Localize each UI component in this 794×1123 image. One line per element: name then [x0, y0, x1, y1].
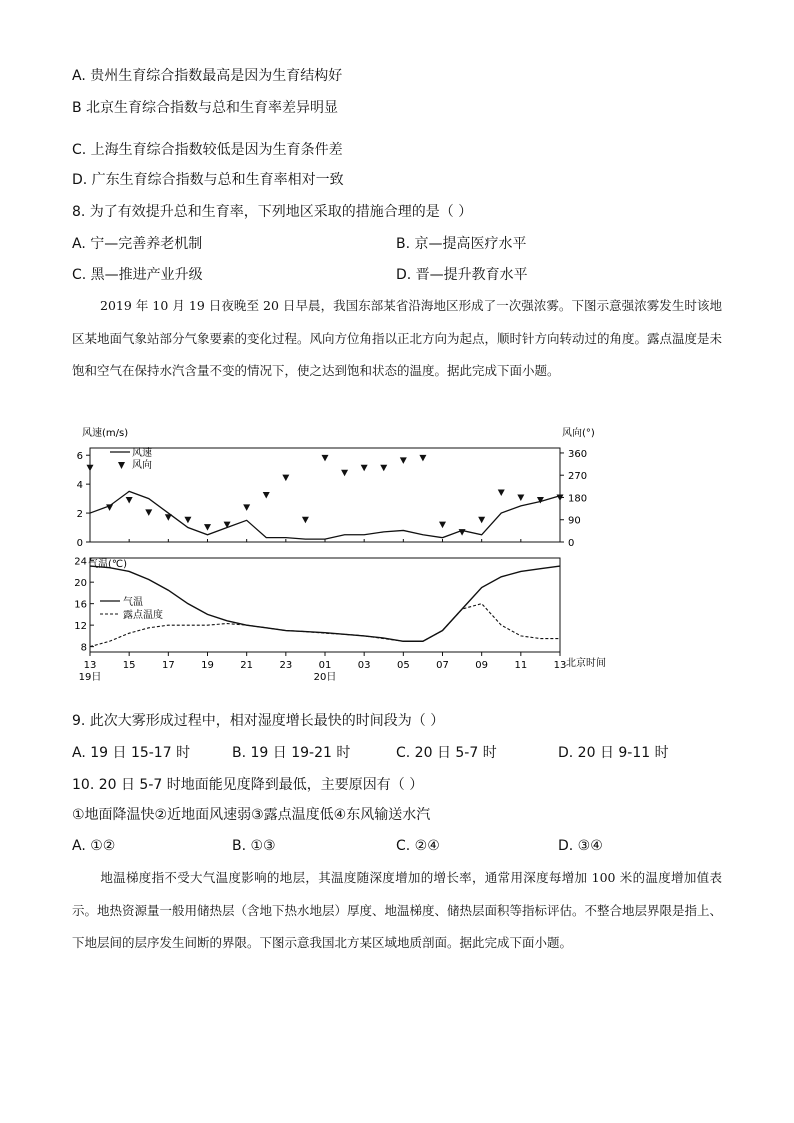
- x-tick-label: 01: [318, 660, 332, 671]
- x-tick-label: 23: [279, 660, 293, 671]
- legend-air-temp: 气温: [123, 597, 143, 608]
- wind-direction-point: [263, 492, 270, 499]
- top-right-tick-label: 270: [568, 471, 588, 483]
- x-tick-label: 11: [514, 660, 528, 671]
- top-panel-frame: [90, 448, 560, 542]
- top-right-axis-label: 风向(°): [562, 428, 595, 439]
- q7-option-d: D. 广东生育综合指数与总和生育率相对一致: [72, 172, 344, 188]
- x-tick-label: 07: [436, 660, 449, 671]
- wind-direction-point: [322, 455, 329, 462]
- x-tick-label: 15: [122, 660, 136, 671]
- legend-wind-direction-swatch: [118, 462, 125, 469]
- x-tick-label: 13: [553, 660, 567, 671]
- x-day-label: 20日: [313, 672, 337, 683]
- q8-option-a: A. 宁—完善养老机制: [72, 236, 203, 252]
- bottom-panel-frame: [90, 558, 560, 652]
- wind-direction-point: [243, 504, 250, 511]
- top-right-tick-label: 360: [568, 448, 588, 460]
- q8-option-d: D. 晋—提升教育水平: [396, 267, 528, 283]
- x-tick-label: 17: [161, 660, 175, 671]
- top-left-tick-label: 6: [76, 451, 83, 463]
- wind-direction-point: [302, 517, 309, 524]
- bottom-left-tick-label: 8: [80, 642, 87, 654]
- q10-option-a: A. ①②: [72, 838, 116, 854]
- q8-option-c: C. 黑—推进产业升级: [72, 267, 203, 283]
- q10-option-c: C. ②④: [396, 838, 440, 854]
- legend-dew-point: 露点温度: [123, 610, 163, 621]
- bottom-left-tick-label: 24: [74, 556, 87, 568]
- q9-option-b: B. 19 日 19-21 时: [232, 745, 351, 761]
- q10-option-b: B. ①③: [232, 838, 276, 854]
- wind-direction-point: [204, 524, 211, 531]
- q9-option-a: A. 19 日 15-17 时: [72, 745, 191, 761]
- top-left-tick-label: 2: [76, 509, 83, 521]
- wind-direction-point: [439, 522, 446, 529]
- wind-direction-point: [126, 497, 133, 504]
- x-tick-label: 03: [357, 660, 371, 671]
- passage-fog: [72, 290, 722, 388]
- wind-direction-point: [419, 455, 426, 462]
- x-tick-label: 19: [201, 660, 214, 671]
- wind-direction-point: [106, 504, 113, 511]
- q8-stem: 8. 为了有效提升总和生育率，下列地区采取的措施合理的是（ ）: [72, 204, 473, 220]
- top-right-tick-label: 0: [568, 538, 575, 549]
- q8-option-b: B. 京—提高医疗水平: [396, 236, 527, 252]
- q7-option-c: C. 上海生育综合指数较低是因为生育条件差: [72, 142, 343, 158]
- bottom-left-axis-label: 气温(℃): [88, 559, 128, 570]
- wind-direction-point: [165, 514, 172, 521]
- top-left-tick-label: 0: [76, 538, 83, 549]
- x-axis-label: 北京时间: [566, 658, 606, 669]
- wind-direction-point: [361, 465, 368, 472]
- q7-option-b: B 北京生育综合指数与总和生育率差异明显: [72, 100, 339, 116]
- top-left-tick-label: 4: [76, 480, 83, 492]
- wind-direction-point: [498, 490, 505, 497]
- top-left-axis-label: 风速(m/s): [82, 428, 129, 439]
- q9-stem: 9. 此次大雾形成过程中，相对湿度增长最快的时间段为（ ）: [72, 713, 445, 729]
- bottom-left-tick-label: 16: [74, 599, 87, 611]
- wind-direction-point: [380, 465, 387, 472]
- top-right-tick-label: 180: [568, 493, 588, 505]
- passage-geothermal-text: 地温梯度指不受大气温度影响的地层，其温度随深度增加的增长率，通常用深度每增加 100 米的温度增加值表示。地热资源量一般用储热层（含地下热水地层）厚度、地温梯度、储热层面积等指标评估。不整合地层界限是指上、下地层间的层序发生间断的界限。下图示意我国北方某区域地质剖面。据此完成下面小题。: [72, 870, 723, 950]
- wind-speed-line: [90, 491, 560, 539]
- fog-weather-chart: [60, 420, 620, 700]
- wind-direction-point: [184, 517, 191, 524]
- q10-stem: 10. 20 日 5-7 时地面能见度降到最低，主要原因有（ ）: [72, 777, 424, 793]
- x-tick-label: 09: [475, 660, 489, 671]
- q10-option-d: D. ③④: [558, 838, 603, 854]
- q10-items: ①地面降温快②近地面风速弱③露点温度低④东风输送水汽: [72, 807, 431, 823]
- passage-fog-text: 2019 年 10 月 19 日夜晚至 20 日早晨，我国东部某省沿海地区形成了一次强浓雾。下图示意强浓雾发生时该地区某地面气象站部分气象要素的变化过程。风向方位角指以正北方向为起点，顺时针方向转动过的角度。露点温度是未饱和空气在保持水汽含量不变的情况下，使之达到饱和状态的温度。据此完成下面小题。: [72, 298, 723, 378]
- bottom-left-tick-label: 20: [74, 578, 87, 590]
- q7-option-a: A. 贵州生育综合指数最高是因为生育结构好: [72, 68, 343, 84]
- legend-wind-speed: 风速: [132, 448, 152, 459]
- x-tick-label: 05: [396, 660, 410, 671]
- wind-direction-point: [517, 494, 524, 501]
- x-tick-label: 21: [240, 660, 254, 671]
- x-tick-label: 13: [83, 660, 97, 671]
- wind-direction-point: [282, 475, 289, 482]
- wind-direction-point: [400, 457, 407, 464]
- legend-wind-direction: 风向: [132, 460, 152, 471]
- passage-geothermal: [72, 862, 722, 960]
- air-temp-line: [90, 566, 560, 641]
- wind-direction-point: [478, 517, 485, 524]
- q9-option-d: D. 20 日 9-11 时: [558, 745, 669, 761]
- wind-direction-point: [87, 465, 94, 472]
- wind-direction-point: [145, 509, 152, 516]
- bottom-left-tick-label: 12: [74, 621, 87, 633]
- wind-direction-point: [341, 470, 348, 477]
- wind-direction-point: [459, 529, 466, 536]
- x-day-label: 19日: [78, 672, 102, 683]
- q9-option-c: C. 20 日 5-7 时: [396, 745, 497, 761]
- top-right-tick-label: 90: [568, 515, 581, 527]
